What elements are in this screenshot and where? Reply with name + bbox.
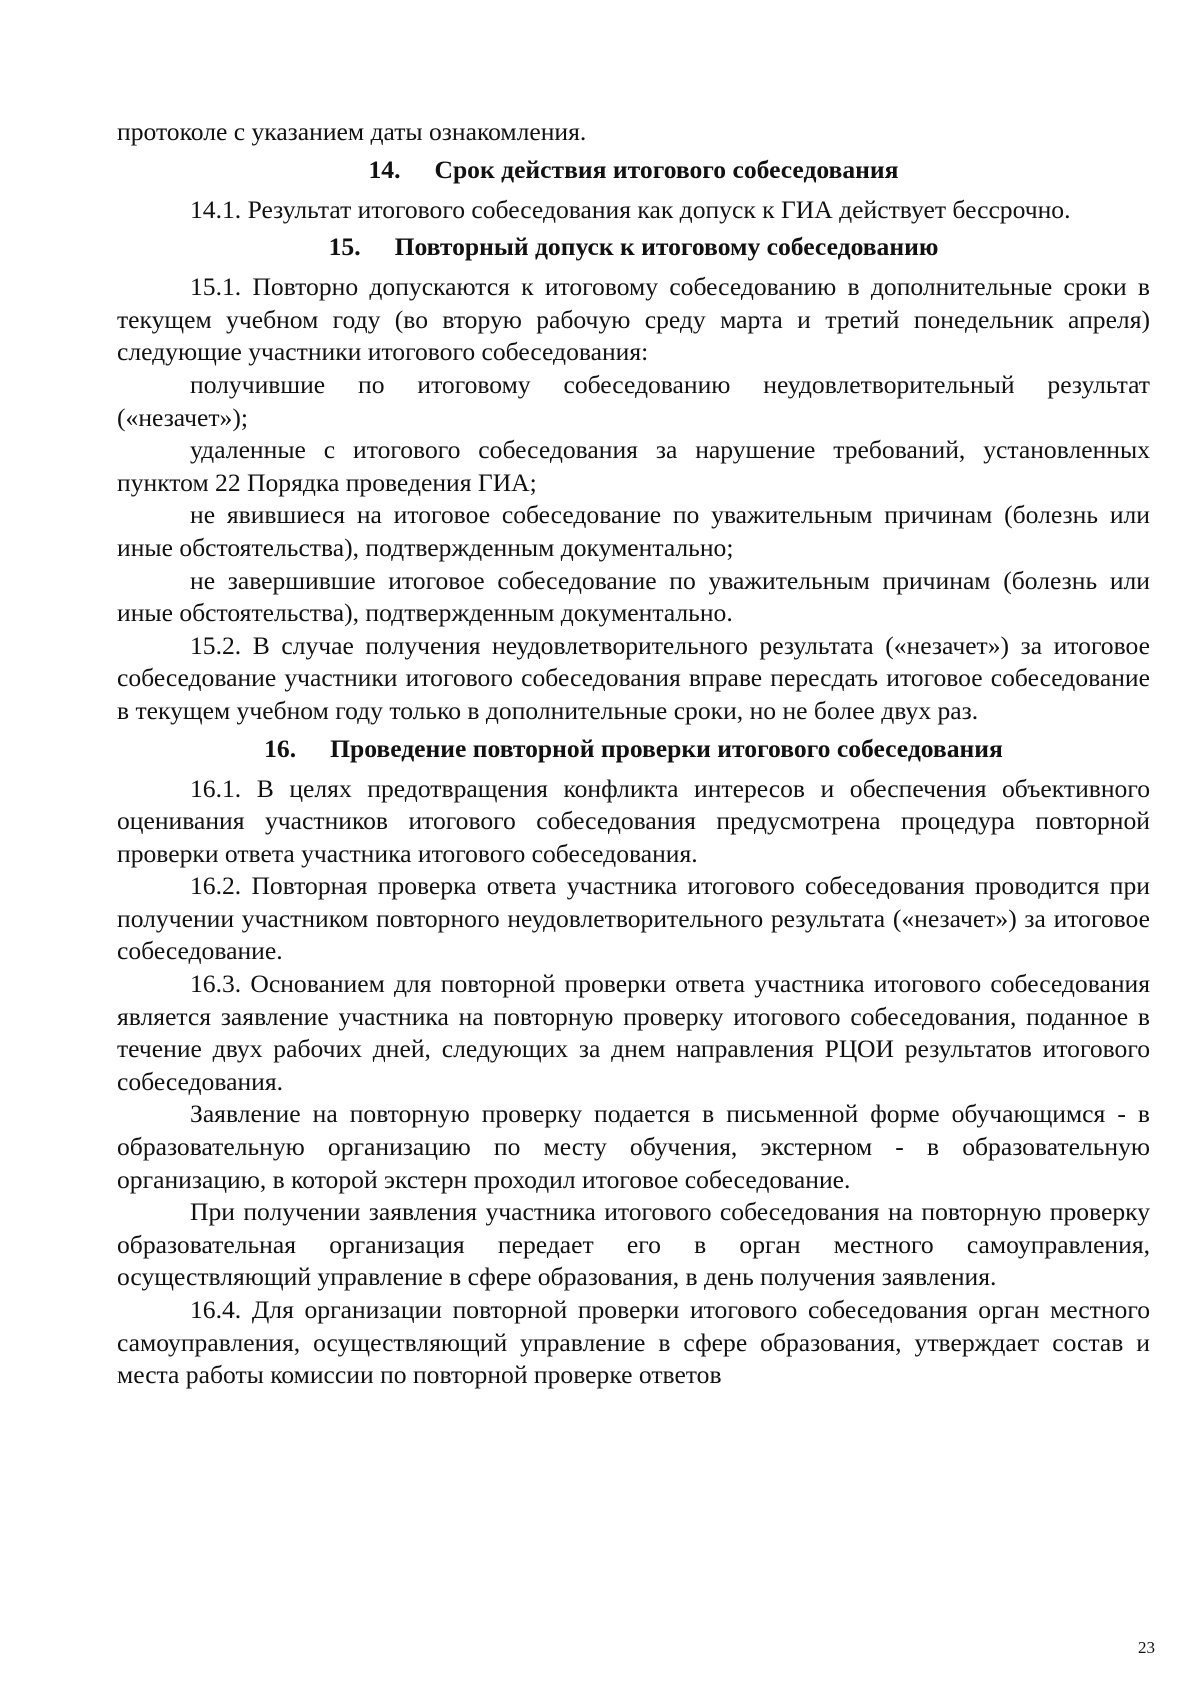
paragraph-continuation: протоколе с указанием даты ознакомления.	[117, 117, 587, 146]
section-number: 15.	[328, 232, 361, 262]
list-item-15-1-a: получившие по итоговому собеседованию неудовлетворительный результат («незачет»);	[117, 369, 1150, 432]
list-item-15-1-b: удаленные с итогового собеседования за нарушение требований, установленных пунктом 22 Порядка проведения ГИА;	[117, 435, 1150, 497]
section-title: Проведение повторной проверки итогового собеседования	[330, 733, 1003, 763]
paragraph-16-4: 16.4. Для организации повторной проверки итогового собеседования орган местного самоуправления, осуществляющий управление в сфере образования, утверждает состав и места работы комиссии по повторной проверке ответов	[117, 1295, 1150, 1390]
paragraph-16-3: 16.3. Основанием для повторной проверки ответа участника итогового собеседования является заявление участника на повторную проверку итогового собеседования, поданное в течение двух рабочих дней, следующих за днем направления РЦОИ результатов итогового собеседования.	[117, 969, 1150, 1096]
paragraph-16-1: 16.1. В целях предотвращения конфликта интересов и обеспечения объективного оценивания участников итогового собеседования предусмотрена процедура повторной проверки ответа участника итогового собеседования.	[117, 773, 1150, 868]
paragraph-15-2: 15.2. В случае получения неудовлетворительного результата («незачет») за итоговое собеседование участники итогового собеседования вправе пересдать итоговое собеседование в текущем учебном году только в дополнительные сроки, но не более двух раз.	[117, 630, 1150, 725]
section-title: Повторный допуск к итоговому собеседованию	[394, 232, 939, 262]
list-item-15-1-c: не явившиеся на итоговое собеседование по уважительным причинам (болезнь или иные обстоятельства), подтвержденным документально;	[117, 500, 1150, 562]
document-body	[117, 116, 1150, 1392]
section-heading-16	[117, 733, 1150, 765]
paragraph-16-3-a: Заявление на повторную проверку подается в письменной форме обучающимся - в образовательную организацию по месту обучения, экстерном - в образовательную организацию, в которой экстерн проходил итоговое собеседование.	[117, 1099, 1150, 1194]
section-number: 16.	[264, 733, 297, 763]
section-title: Срок действия итогового собеседования	[434, 154, 899, 184]
page-number: 23	[1138, 1638, 1155, 1657]
paragraph-16-2: 16.2. Повторная проверка ответа участника итогового собеседования проводится при получении участником повторного неудовлетворительного результата («незачет») за итоговое собеседование.	[117, 871, 1150, 966]
section-number: 14.	[368, 154, 401, 184]
paragraph-14-1: 14.1. Результат итогового собеседования как допуск к ГИА действует бессрочно.	[190, 194, 1071, 224]
paragraph-15-1: 15.1. Повторно допускаются к итоговому собеседованию в дополнительные сроки в текущем учебном году (во вторую рабочую среду марта и третий понедельник апреля) следующие участники итогового собеседования:	[117, 272, 1150, 367]
list-item-15-1-d: не завершившие итоговое собеседование по уважительным причинам (болезнь или иные обстоятельства), подтвержденным документально.	[117, 565, 1150, 628]
section-heading-14	[117, 154, 1150, 186]
paragraph-16-3-b: При получении заявления участника итогового собеседования на повторную проверку образовательная организация передает его в орган местного самоуправления, осуществляющий управление в сфере образования, в день получения заявления.	[117, 1197, 1150, 1292]
section-heading-15	[117, 231, 1150, 263]
